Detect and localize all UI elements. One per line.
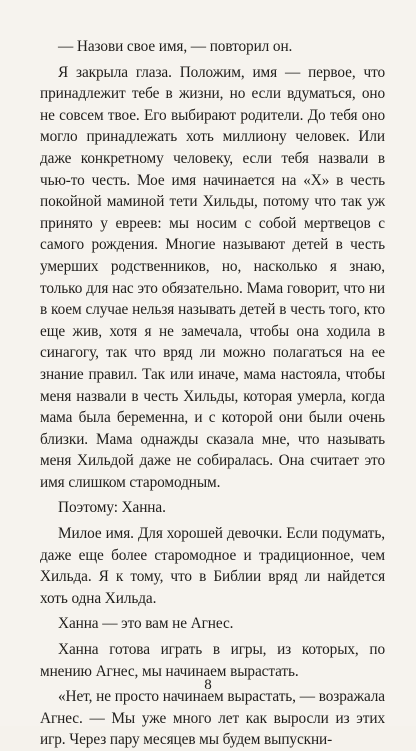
paragraph-3: Поэтому: Ханна. <box>58 499 166 517</box>
page-number: 8 <box>204 677 212 693</box>
paragraph-2: Я закрыла глаза. Положим, имя — первое, что принадлежит тебе в жизни, но если вдуматься, оно не совсем твое. Его выбирают родители. До тебя оно могло принадлежать хоть миллиону человек. Или даже конкретному человеку, если тебя назвали в чью-то честь. Мое имя начинается на «Х» в честь покойной маминой тети Хильды, потому что так уж принято у евреев: мы носим с собой мертвецов с самого рождения. Многие называют детей в честь умерших родственников, но, насколько я знаю, только для нас это обязательно. Мама говорит, что ни в коем случае нельзя называть детей в честь того, кто еще жив, хотя я не замечала, чтобы она ходила в синагогу, так что вряд ли можно полагаться на ее знание правил. Так или иначе, мама настояла, чтобы меня назвали в честь Хильды, которая умерла, когда мама была беременна, и с которой они были очень близки. Мама однажды сказала мне, что называть меня Хильдой даже не собиралась. Она считает это имя слишком старомодным. <box>40 63 385 491</box>
paragraph-1: — Назови свое имя, — повторил он. <box>58 38 293 55</box>
paragraph-5: Ханна — это вам не Агнес. <box>58 615 234 633</box>
body-text <box>40 36 385 751</box>
paragraph-6: Ханна готова играть в игры, из которых, по мнению Агнес, мы начинаем вырастать. <box>40 641 385 680</box>
paragraph-7: «Нет, не просто начинаем вырастать, — возражала Агнес. — Мы уже много лет как выросли из этих игр. Через пару месяцев мы будем выпускни- <box>40 688 385 749</box>
paragraph-4: Милое имя. Для хорошей девочки. Если подумать, даже еще более старомодное и традиционное, чем Хильда. Я к тому, что в Библии вряд ли найдется хоть одна Хильда. <box>40 525 385 607</box>
